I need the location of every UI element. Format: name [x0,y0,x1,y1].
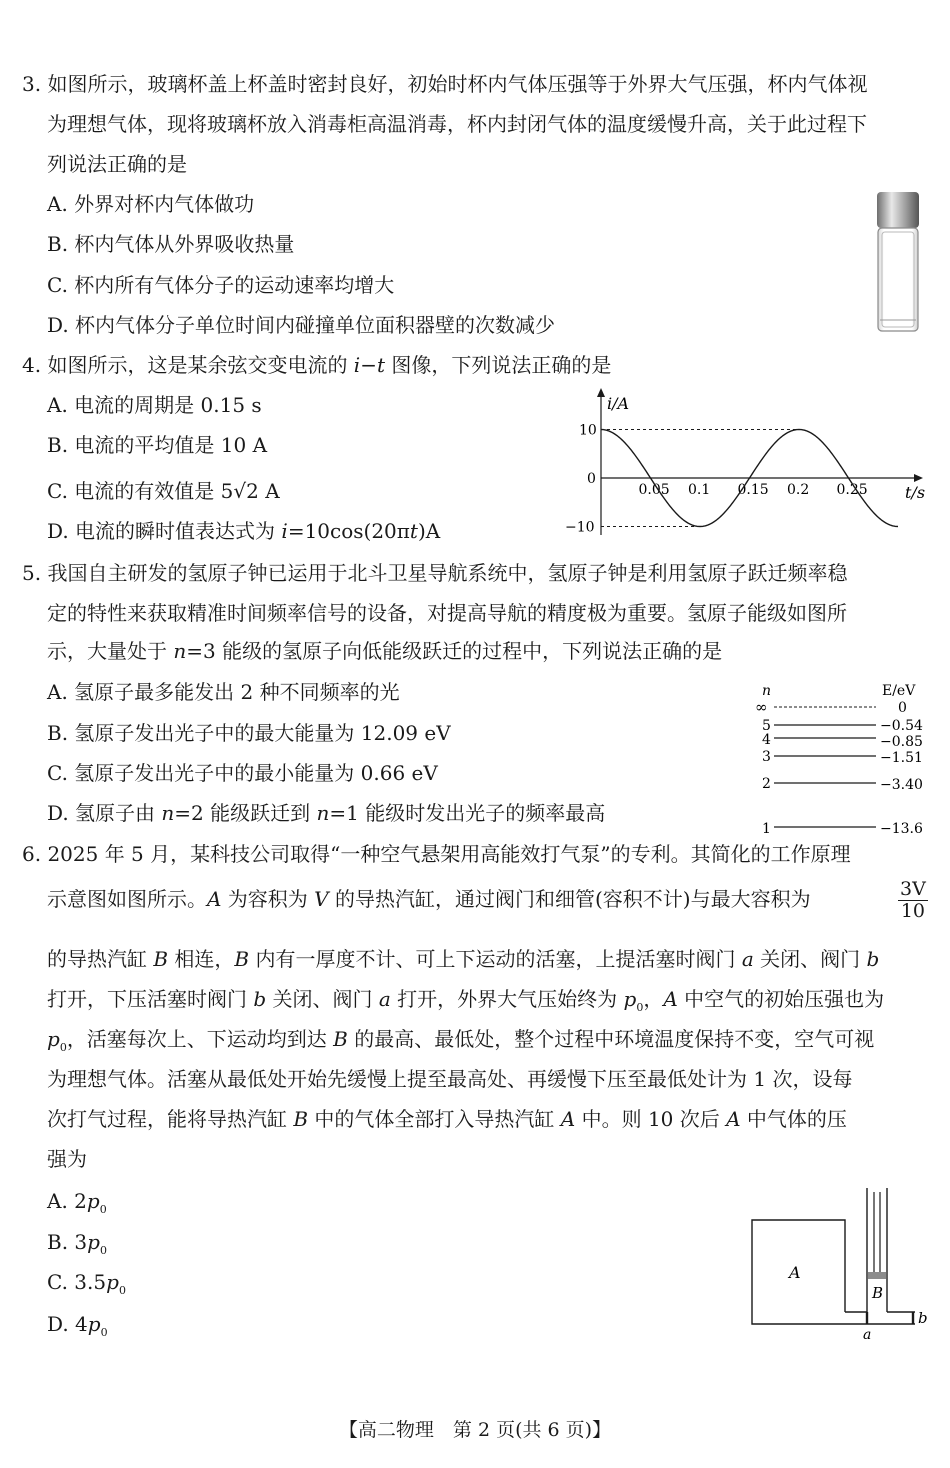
label-valve-b: b [918,1309,928,1327]
level-1-n: 1 [762,821,771,837]
q3-stem-line-3: 列说法正确的是 [47,152,187,176]
q4-option-a: A. 电流的周期是 0.15 s [47,393,262,417]
q6-option-a: A. $2p_0$ [47,1189,107,1216]
y-tick-label: −10 [565,519,595,536]
level-5-e: −0.54 [880,718,923,734]
label-a-cylinder: A [789,1263,801,1282]
q4-option-d: D. 电流的瞬时值表达式为 i=10cos(20πt)A [47,519,441,543]
current-time-graph [555,385,935,545]
q5-option-d: D. 氢原子由 n=2 能级跃迁到 n=1 能级时发出光子的频率最高 [47,801,606,825]
label-valve-a: a [863,1327,872,1343]
levels-header-n: n [762,683,772,699]
level-4-n: 4 [762,732,771,748]
q5-option-c: C. 氢原子发出光子中的最小能量为 0.66 eV [47,761,438,785]
x-tick-label: 0.25 [836,482,868,498]
level-inf-n: ∞ [755,698,768,716]
q4-option-c: C. 电流的有效值是 5√2 A [47,479,280,503]
level-5-n: 5 [762,718,771,734]
x-axis-label: t/s [905,483,926,502]
level-inf-e: 0 [898,700,907,716]
q6-option-b: B. $3p_0$ [47,1230,107,1257]
page-footer: 【高二物理 第 2 页(共 6 页)】 [338,1419,612,1441]
x-tick-label: 0.05 [638,482,670,498]
fraction-3v-over-10: $\frac{3V}{10}$ [900,878,926,922]
levels-header-e: E/eV [882,683,916,699]
y-tick-label: 0 [587,471,596,487]
q6-stem-line-1: 6. 2025 年 5 月，某科技公司取得“一种空气悬架用高能效打气泵”的专利。其简化的工作原理 [22,842,851,866]
x-tick-label: 0.2 [787,482,810,498]
y-axis-arrow [597,388,605,397]
q6-stem-line-5: $p_0$，活塞每次上、下运动均到达 B 的最高、最低处，整个过程中环境温度保持不变，空气可视 [47,1027,875,1054]
q6-stem-line-4: 打开，下压活塞时阀门 b 关闭、阀门 a 打开，外界大气压始终为 $p_0$，A 中空气的初始压强也为 [47,987,885,1014]
q6-option-d: D. $4p_0$ [47,1312,108,1339]
y-axis-label: i/A [607,394,630,413]
q3-stem-line-2: 为理想气体，现将玻璃杯放入消毒柜高温消毒，杯内封闭气体的温度缓慢升高，关于此过程下 [47,112,867,136]
y-tick-label: 10 [579,422,597,439]
q6-stem-line-2: 示意图如图所示。A 为容积为 V 的导热汽缸，通过阀门和细管(容积不计)与最大容积为 [47,887,811,911]
x-tick-label: 0.15 [737,482,769,498]
q5-stem-line-1: 5. 我国自主研发的氢原子钟已运用于北斗卫星导航系统中，氢原子钟是利用氢原子跃迁频率稳 [22,561,848,585]
q6-stem-line-7: 次打气过程，能将导热汽缸 B 中的气体全部打入导热汽缸 A 中。则 10 次后 A 中气体的压 [47,1107,847,1131]
level-2-e: −3.40 [880,777,923,793]
q3-option-b: B. 杯内气体从外界吸收热量 [47,232,295,256]
q3-option-c: C. 杯内所有气体分子的运动速率均增大 [47,273,395,297]
glass-cup-illustration [868,188,928,338]
level-2-n: 2 [762,776,771,792]
pump-diagram [745,1188,940,1343]
level-1-e: −13.6 [880,821,923,837]
label-b-cylinder: B [872,1284,884,1302]
q5-option-b: B. 氢原子发出光子中的最大能量为 12.09 eV [47,721,451,745]
q6-option-c: C. $3.5p_0$ [47,1270,126,1297]
x-tick-label: 0.1 [688,482,711,498]
q3-stem-line-1: 3. 如图所示，玻璃杯盖上杯盖时密封良好，初始时杯内气体压强等于外界大气压强，杯内气体视 [22,72,868,96]
q3-option-d: D. 杯内气体分子单位时间内碰撞单位面积器壁的次数减少 [47,313,556,337]
level-3-e: −1.51 [880,750,923,766]
piston [868,1272,886,1279]
q5-stem-line-2: 定的特性来获取精准时间频率信号的设备，对提高导航的精度极为重要。氢原子能级如图所 [47,601,847,625]
q5-option-a: A. 氢原子最多能发出 2 种不同频率的光 [47,680,400,704]
x-axis-arrow [914,474,923,482]
q6-stem-line-3: 的导热汽缸 B 相连，B 内有一厚度不计、可上下运动的活塞，上提活塞时阀门 a 关闭、阀门 b [47,947,880,971]
q6-stem-line-8: 强为 [47,1147,87,1171]
q6-stem-line-6: 为理想气体。活塞从最低处开始先缓慢上提至最高处、再缓慢下压至最低处计为 1 次，设每 [47,1067,853,1091]
q4-option-b: B. 电流的平均值是 10 A [47,433,268,457]
level-3-n: 3 [762,749,771,765]
energy-level-diagram [752,680,932,840]
level-4-e: −0.85 [880,734,923,750]
q4-stem: 4. 如图所示，这是某余弦交变电流的 i−t 图像，下列说法正确的是 [22,353,612,377]
q5-stem-line-3: 示，大量处于 n=3 能级的氢原子向低能级跃迁的过程中，下列说法正确的是 [47,639,723,663]
q3-option-a: A. 外界对杯内气体做功 [47,192,255,216]
